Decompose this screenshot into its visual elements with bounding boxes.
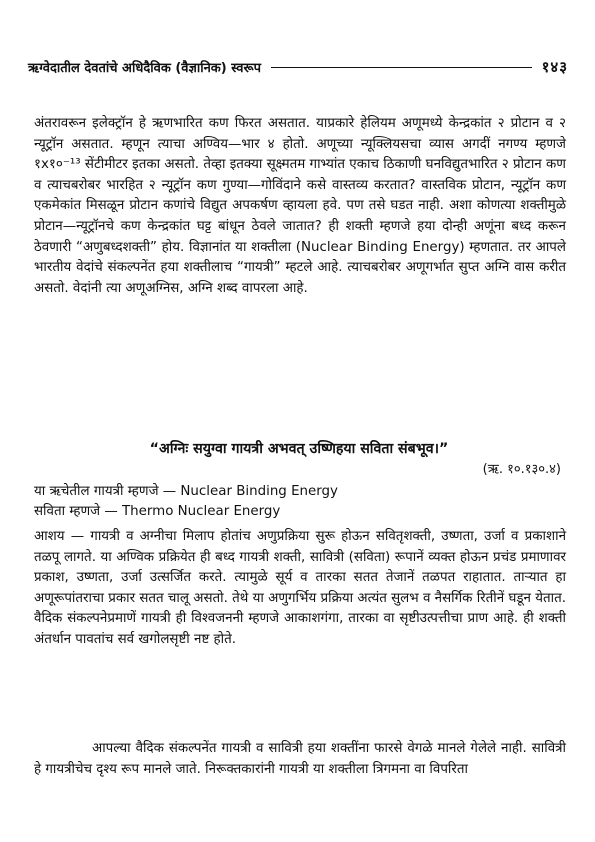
paragraph-1: अंतरावरून इलेक्ट्रॉन हे ऋणभारित कण फिरत असतात. याप्रकारे हेलियम अणूमध्ये केन्द्रकांत २ प्रोटान व २ न्यूट्रॉन असतात. म्हणून त्याचा अण्विय—भार ४ होतो. अणूच्या न्यूक्लियसचा व्यास अगदीं नगण्य म्हणजे १x१०⁻¹³ सेंटीमीटर इतका असतो. तेव्हा इतक्या सूक्ष्मतम गाभ्यांत एकाच ठिकाणी घनविद्युतभारित २ प्रोटान कण व त्याचबरोबर भारहित २ न्यूट्रॉन कण गुण्या—गोविंदाने कसे वास्तव्य करतात? वास्तविक प्रोटान, न्यूट्रॉन कण एकमेकांत मिसळून प्रोटान कणांचे विद्युत अपकर्षण व्हायला हवे. पण तसे घडत नाही. अशा कोणत्या शक्तीमुळे प्रोटान—न्यूट्रॉनचे कण केन्द्रकांत घट्ट बांधून ठेवले जातात? ही शक्ती म्हणजे हया दोन्ही अणूंना बध्द करून ठेवणारी “अणुबध्दशक्ती” होय. विज्ञानांत या शक्तीला (Nuclear Binding Energy) म्हणतात. तर आपले भारतीय वेदांचे संकल्पनेंत हया शक्तीलाच “गायत्री” म्हटले आहे. त्याचबरोबर अणूगर्भात सुप्त अग्नि वास करीत असतो. वेदांनी त्या अणूअग्निस, अग्नि शब्द वापरला आहे. (34, 116, 566, 296)
running-header (28, 56, 568, 78)
verse-reference: (ऋ. १०.१३०.४) (482, 462, 561, 477)
header-rule (271, 67, 532, 68)
vedic-verse: “अग्निः सयुग्वा गायत्री अभवत् उष्णिहया सविता संबभूव।” (149, 441, 449, 457)
paragraph-2-container (34, 527, 566, 651)
definition-gayatri: या ऋचेतील गायत्री म्हणजे — Nuclear Binding Energy (34, 484, 338, 499)
header-title: ऋग्वेदातील देवतांचे अधिदैविक (वैज्ञानिक) स्वरूप (28, 61, 262, 76)
paragraph-3-container (34, 739, 566, 780)
paragraph-1-container (34, 114, 566, 299)
paragraph-2: आशय — गायत्री व अग्नीचा मिलाप होतांच अणुप्रक्रिया सुरू होऊन सवितृशक्ती, उष्णता, उर्जा व प्रकाशाने तळपू लागते. या अण्विक प्रक्रियेत ही बध्द गायत्री शक्ती, सावित्री (सविता) रूपानें व्यक्त होऊन प्रचंड प्रमाणावर प्रकाश, उष्णता, उर्जा उत्सर्जित करते. त्यामुळे सूर्य व तारका सतत तेजानें तळपत राहातात. ताऱ्यात हा अणूरूपांतराचा प्रकार सतत चालू असतो. तेथे या अणुगर्भिय प्रक्रिया अत्यंत सुलभ व नैसर्गिक रितीनें घडून येतात. वैदिक संकल्पनेप्रमाणें गायत्री ही विश्वजननी म्हणजे आकाशगंगा, तारका वा सृष्टीउत्पत्तीचा प्राण आहे. ही शक्ती अंतर्धान पावतांच सर्व खगोलसृष्टी नष्ट होते. (34, 529, 566, 647)
page-number: १४३ (541, 58, 568, 76)
paragraph-3: आपल्या वैदिक संकल्पनेंत गायत्री व सावित्री हया शक्तींना फारसे वेगळे मानले गेलेले नाही. सावित्री हे गायत्रीचेच दृश्य रूप मानले जाते. निरूक्तकारांनी गायत्री या शक्तीला त्रिगमना वा विपरिता (34, 741, 566, 777)
definition-savita: सविता म्हणजे — Thermo Nuclear Energy (34, 504, 281, 519)
